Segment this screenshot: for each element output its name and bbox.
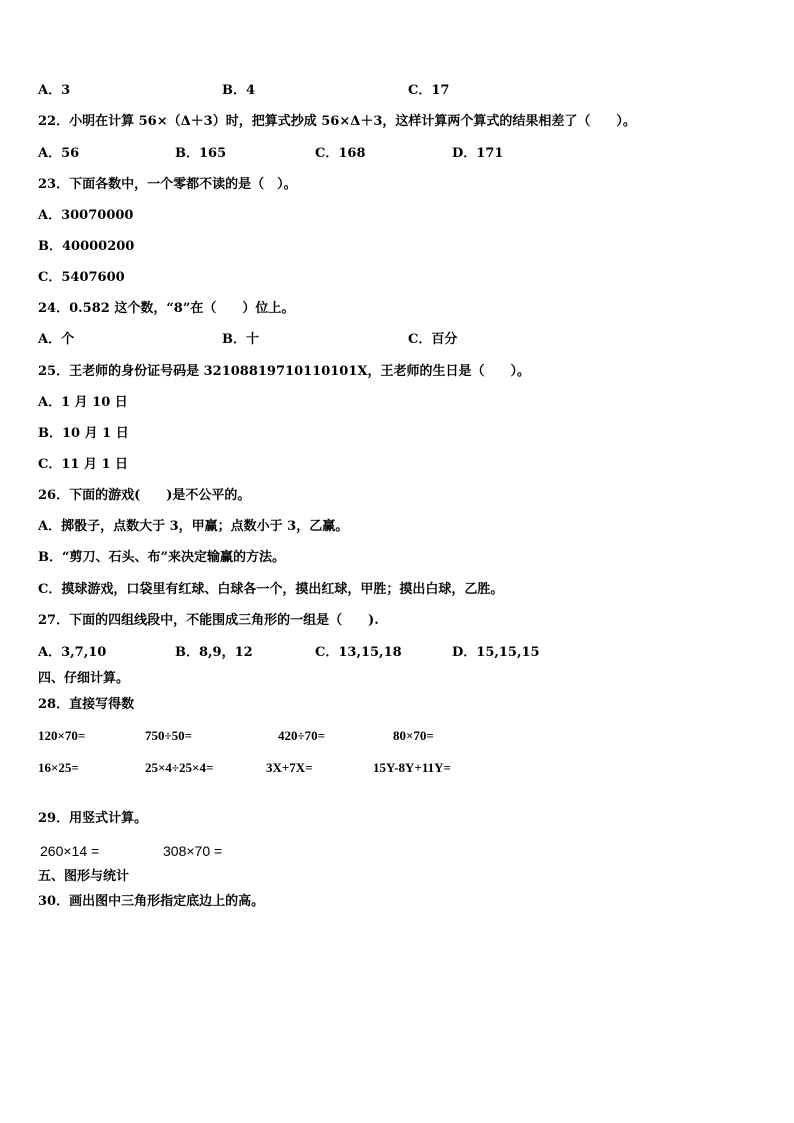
q22-option-c: C．168 xyxy=(315,146,366,161)
q23-option-a: A．30070000 xyxy=(38,208,134,223)
q24-stem: 24．0.582 这个数，“8”在（ ）位上。 xyxy=(38,301,295,316)
q27-stem: 27．下面的四组线段中，不能围成三角形的一组是（ ). xyxy=(38,613,379,628)
q22-option-a: A．56 xyxy=(38,146,80,161)
q26-option-a: A．掷骰子，点数大于 3，甲赢；点数小于 3，乙赢。 xyxy=(38,519,349,534)
q22-option-d: D．171 xyxy=(452,146,504,161)
q29-item-2: 308×70 = xyxy=(163,843,223,859)
q24-option-c: C．百分 xyxy=(408,332,458,347)
q27-option-b: B．8,9，12 xyxy=(175,645,253,660)
q24-option-b: B．十 xyxy=(222,332,259,347)
q28-item-2: 750÷50= xyxy=(145,728,193,743)
q22-option-b: B．165 xyxy=(175,146,227,161)
q21-option-c: C．17 xyxy=(408,83,450,98)
q29-stem: 29．用竖式计算。 xyxy=(38,811,148,826)
q23-option-c: C．5407600 xyxy=(38,270,125,285)
q28-item-5: 16×25= xyxy=(38,760,79,775)
q21-option-b: B．4 xyxy=(222,83,256,98)
q23-stem: 23．下面各数中，一个零都不读的是（ ）。 xyxy=(38,177,297,192)
q27-option-c: C．13,15,18 xyxy=(315,645,402,660)
q26-option-c: C．摸球游戏，口袋里有红球、白球各一个，摸出红球，甲胜；摸出白球，乙胜。 xyxy=(38,582,504,597)
q22-stem: 22．小明在计算 56×（Δ＋3）时，把算式抄成 56×Δ＋3，这样计算两个算式的结果相差了（ ）。 xyxy=(38,114,636,129)
q28-item-8: 15Y-8Y+11Y= xyxy=(373,760,451,775)
section-4-title: 四、仔细计算。 xyxy=(38,671,130,686)
q28-item-1: 120×70= xyxy=(38,728,86,743)
q25-option-a: A．1 月 10 日 xyxy=(38,395,128,410)
q25-option-c: C．11 月 1 日 xyxy=(38,457,129,472)
q23-option-b: B．40000200 xyxy=(38,239,135,254)
q28-item-4: 80×70= xyxy=(393,728,434,743)
q24-option-a: A．个 xyxy=(38,332,75,347)
section-5-title: 五、图形与统计 xyxy=(38,869,130,884)
q28-item-3: 420÷70= xyxy=(278,728,326,743)
q25-stem: 25．王老师的身份证号码是 32108819710110101X，王老师的生日是（ ）。 xyxy=(38,364,530,379)
q26-stem: 26．下面的游戏( )是不公平的。 xyxy=(38,488,251,503)
q30-stem: 30．画出图中三角形指定底边上的高。 xyxy=(38,894,265,909)
q28-item-6: 25×4÷25×4= xyxy=(145,760,214,775)
q28-item-7: 3X+7X= xyxy=(266,760,313,775)
q27-option-a: A．3,7,10 xyxy=(38,645,107,660)
q21-option-a: A．3 xyxy=(38,83,71,98)
q25-option-b: B．10 月 1 日 xyxy=(38,426,129,441)
q28-stem: 28．直接写得数 xyxy=(38,697,135,712)
q26-option-b: B．“剪刀、石头、布”来决定输赢的方法。 xyxy=(38,550,285,565)
q27-option-d: D．15,15,15 xyxy=(452,645,540,660)
q29-item-1: 260×14 = xyxy=(40,843,100,859)
